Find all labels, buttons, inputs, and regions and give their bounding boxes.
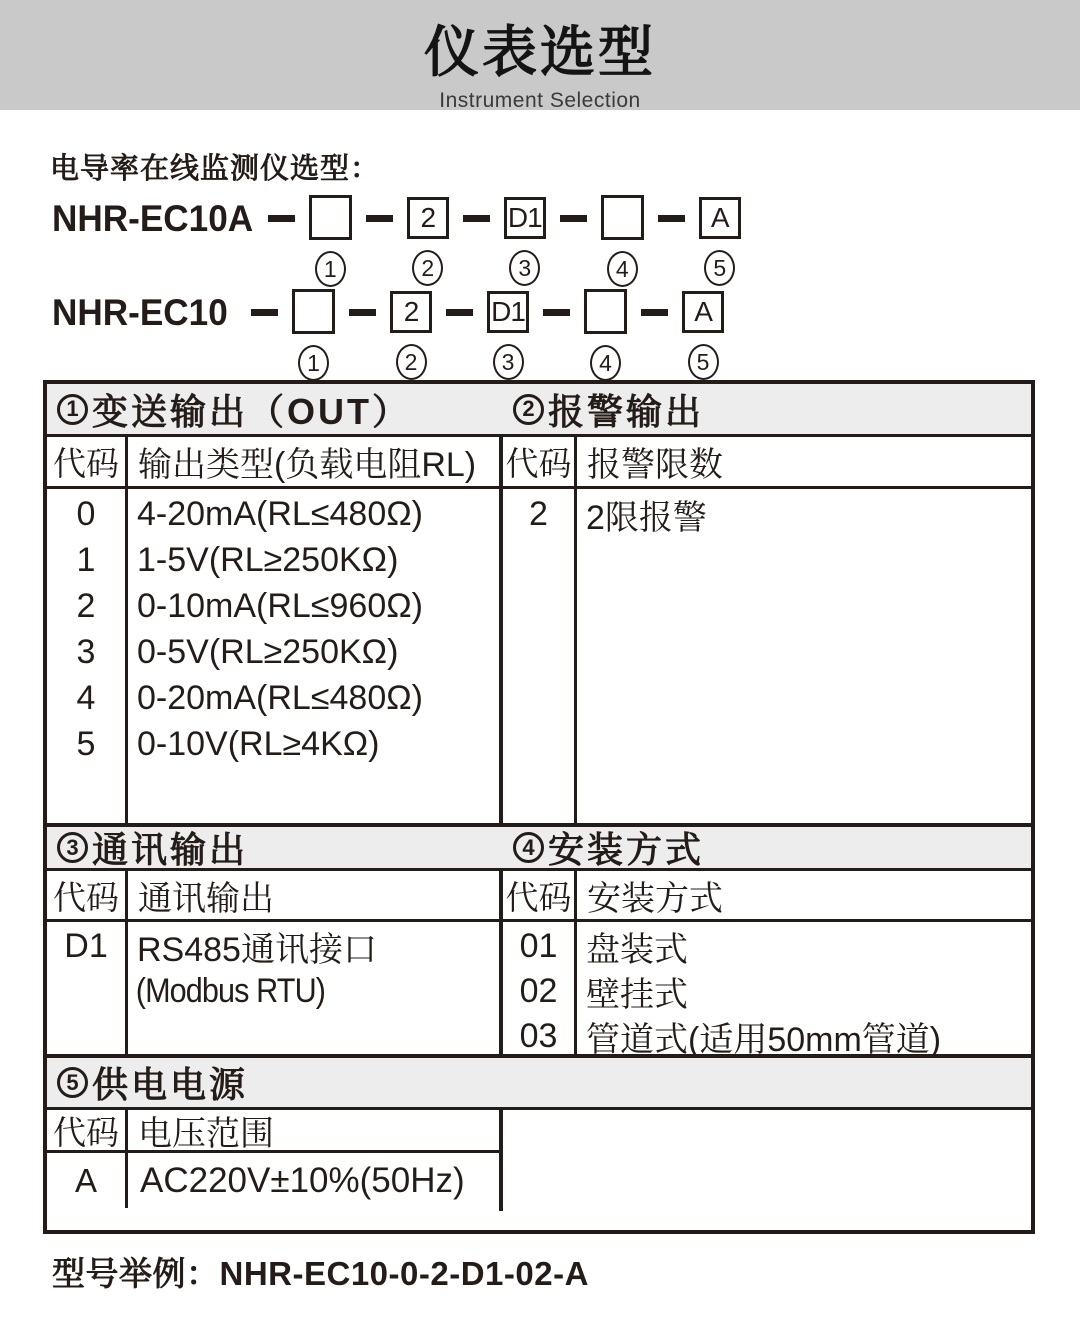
code-slot-3 [504,195,546,286]
table-row [503,924,1031,969]
page-banner [0,0,1080,110]
body-row-1-2 [47,489,1031,827]
empty-body-cell [503,1110,1031,1211]
dash-separator [268,215,295,222]
code-cell: 1 [76,540,96,579]
table-row [47,969,499,1014]
circled-number-icon: 4 [513,832,544,863]
section2-title: 报警输出 [548,390,705,432]
position-number-icon: 2 [412,250,443,286]
code-slot-1 [292,289,335,381]
table-row [47,1153,499,1208]
section1-header [47,384,499,434]
table-row [47,721,499,767]
col-header-code: 代码 [505,445,572,482]
col-header-voltage-range: 电压范围 [138,1114,274,1153]
code-box-value: 2 [390,291,432,333]
table-row [503,491,1031,537]
desc-cell: 盘装式 [586,931,688,969]
table-row [47,924,499,969]
position-number-icon: 4 [607,251,638,287]
dash-separator [658,215,685,222]
dash-separator [641,309,668,316]
model-example: 型号举例：NHR-EC10-0-2-D1-02-A [52,1255,589,1292]
selection-intro: 电导率在线监测仪选型： [50,153,381,185]
code-slot-4 [584,289,627,381]
model-diagram-ec10 [52,289,724,381]
code-box-value: A [699,197,741,239]
dash-separator [543,309,570,316]
circled-number-icon: 2 [513,394,544,425]
code-box-empty [309,195,352,240]
circled-number-icon: 5 [57,1067,88,1098]
code-cell: 5 [76,724,96,763]
position-number-icon: 1 [315,251,346,287]
dash-separator [251,309,278,316]
code-box-value: D1 [487,291,529,333]
code-slot-1 [309,195,352,287]
desc-cell: 1-5V(RL≥250KΩ) [137,540,399,579]
code-cell: 2 [76,586,96,625]
code-box-value: 2 [407,197,449,239]
circled-number-icon: 3 [57,832,88,863]
table-row [47,675,499,721]
dash-separator [349,309,376,316]
model-diagram-ec10a [52,195,741,287]
code-slot-4 [601,195,644,287]
table-row [503,969,1031,1014]
desc-cell: 管道式(适用50mm管道) [586,1021,942,1059]
table-row [47,537,499,583]
body-row-3-4 [47,922,1031,1058]
code-box-empty [601,195,644,240]
col-header-comm-output: 通讯输出 [138,879,274,918]
section2-header [503,384,1031,434]
code-slot-5 [682,289,724,380]
position-number-icon: 5 [688,344,719,380]
desc-cell: 0-20mA(RL≤480Ω) [137,678,423,717]
empty-header-cell [503,1058,1031,1107]
column-header-row-5 [47,1110,499,1153]
col-header-code: 代码 [53,445,119,482]
col-header-code: 代码 [53,1113,119,1151]
section5-title: 供电电源 [92,1064,249,1105]
code-cell: D1 [64,927,108,965]
dash-separator [463,215,490,222]
desc-cell: 2限报警 [586,498,707,537]
col-header-code: 代码 [53,878,119,916]
code-cell: 03 [519,1017,558,1055]
position-number-icon: 1 [298,345,329,381]
selection-table [43,380,1035,1234]
desc-cell: RS485通讯接口 [137,931,377,969]
section3-title: 通讯输出 [92,829,249,870]
table-row [47,629,499,675]
desc-cell: 0-10V(RL≥4KΩ) [137,724,380,763]
code-cell: 2 [529,494,548,533]
code-cell: A [74,1161,97,1199]
column-header-row-1-2 [47,437,1031,489]
position-number-icon: 5 [704,250,735,286]
position-number-icon: 2 [396,344,427,380]
table-row [47,491,499,537]
code-cell: 01 [519,927,558,965]
desc-cell: 4-20mA(RL≤480Ω) [137,494,423,533]
column-header-row-3-4 [47,871,1031,922]
section1-title: 变送输出（OUT） [92,390,411,432]
section-header-row-3-4 [47,827,1031,871]
section5-header [47,1058,499,1107]
col-header-code: 代码 [505,878,572,916]
circled-number-icon: 1 [57,394,88,425]
code-cell: 4 [76,678,96,717]
code-slot-3 [487,289,529,380]
code-slot-2 [390,289,432,380]
position-number-icon: 3 [509,250,540,286]
col-header-alarm-limits: 报警限数 [587,446,723,484]
desc-cell: 0-10mA(RL≤960Ω) [137,586,423,625]
section-header-row-1-2 [47,384,1031,437]
model-name: NHR-EC10A [52,198,254,239]
desc-cell: 壁挂式 [586,976,688,1014]
code-cell: 02 [519,972,558,1010]
code-box-empty [292,289,335,334]
section4-header [503,827,1031,868]
section4-title: 安装方式 [548,829,705,870]
table-row [47,583,499,629]
code-slot-5 [699,195,741,286]
desc-cell: 0-5V(RL≥250KΩ) [137,632,399,671]
code-cell: 0 [76,494,96,533]
col-header-mount-type: 安装方式 [587,879,723,918]
table-row [503,1014,1031,1059]
dash-separator [366,215,393,222]
col-header-output-type: 输出类型(负载电阻RL) [138,446,477,484]
section3-header [47,827,499,868]
dash-separator [446,309,473,316]
dash-separator [560,215,587,222]
page-title: 仪表选型 [423,21,656,83]
section5-zone [47,1110,1031,1211]
page-subtitle: Instrument Selection [439,89,641,112]
model-name: NHR-EC10 [52,292,228,333]
section-header-row-5 [47,1058,1031,1110]
code-box-value: D1 [504,197,546,239]
code-box-value: A [682,291,724,333]
position-number-icon: 3 [493,344,524,380]
code-slot-2 [407,195,449,286]
desc-cell: (Modbus RTU) [135,972,326,1010]
code-cell: 3 [76,632,96,671]
code-box-empty [584,289,627,334]
desc-cell: AC220V±10%(50Hz) [140,1160,465,1200]
position-number-icon: 4 [590,345,621,381]
